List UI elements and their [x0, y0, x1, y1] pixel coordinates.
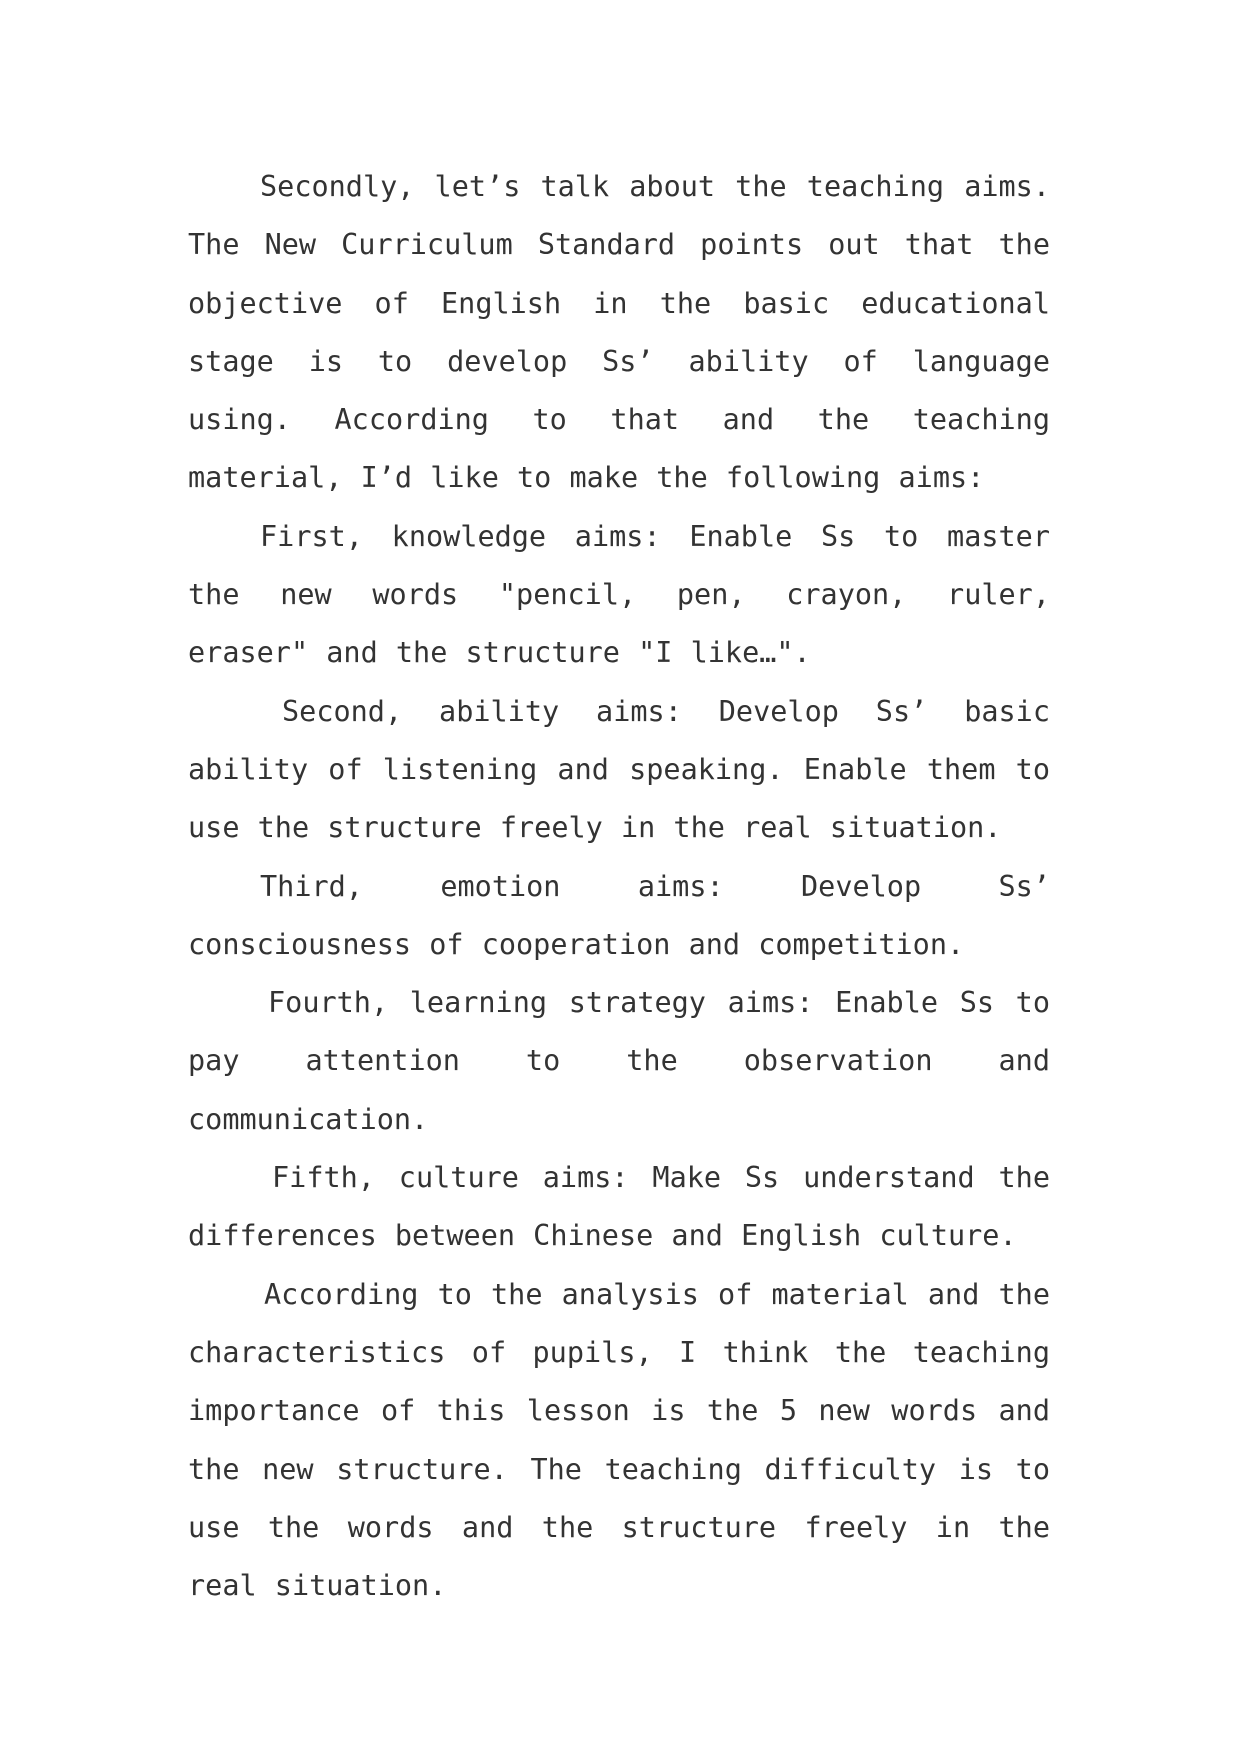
paragraph-ability-aims: Second, ability aims: Develop Ss’ basic ability of listening and speaking. Enable them to use the structure freely in the real situation. — [188, 694, 1050, 845]
paragraph-teaching-importance: According to the analysis of material and the characteristics of pupils, I think the teaching importance of this lesson is the 5 new words and the new structure. The teaching difficulty is to use the words and the structure freely in the real situation. — [188, 1277, 1050, 1603]
paragraph-learning-strategy-aims: Fourth, learning strategy aims: Enable Ss to pay attention to the observation and communication. — [188, 986, 1050, 1136]
paragraph-knowledge-aims: First, knowledge aims: Enable Ss to master the new words "pencil, pen, crayon, ruler, eraser" and the structure "I like…". — [188, 519, 1050, 670]
paragraph-culture-aims: Fifth, culture aims: Make Ss understand the differences between Chinese and English culture. — [188, 1161, 1050, 1253]
paragraph-teaching-aims-intro: Secondly, let’s talk about the teaching aims. The New Curriculum Standard points out that the objective of English in the basic educational stage is to develop Ss’ ability of language using. According to that and the teaching material, I’d like to make the following aims: — [188, 170, 1050, 495]
document-body — [188, 158, 1050, 1615]
paragraph-emotion-aims: Third, emotion aims: Develop Ss’ consciousness of cooperation and competition. — [188, 869, 1050, 961]
